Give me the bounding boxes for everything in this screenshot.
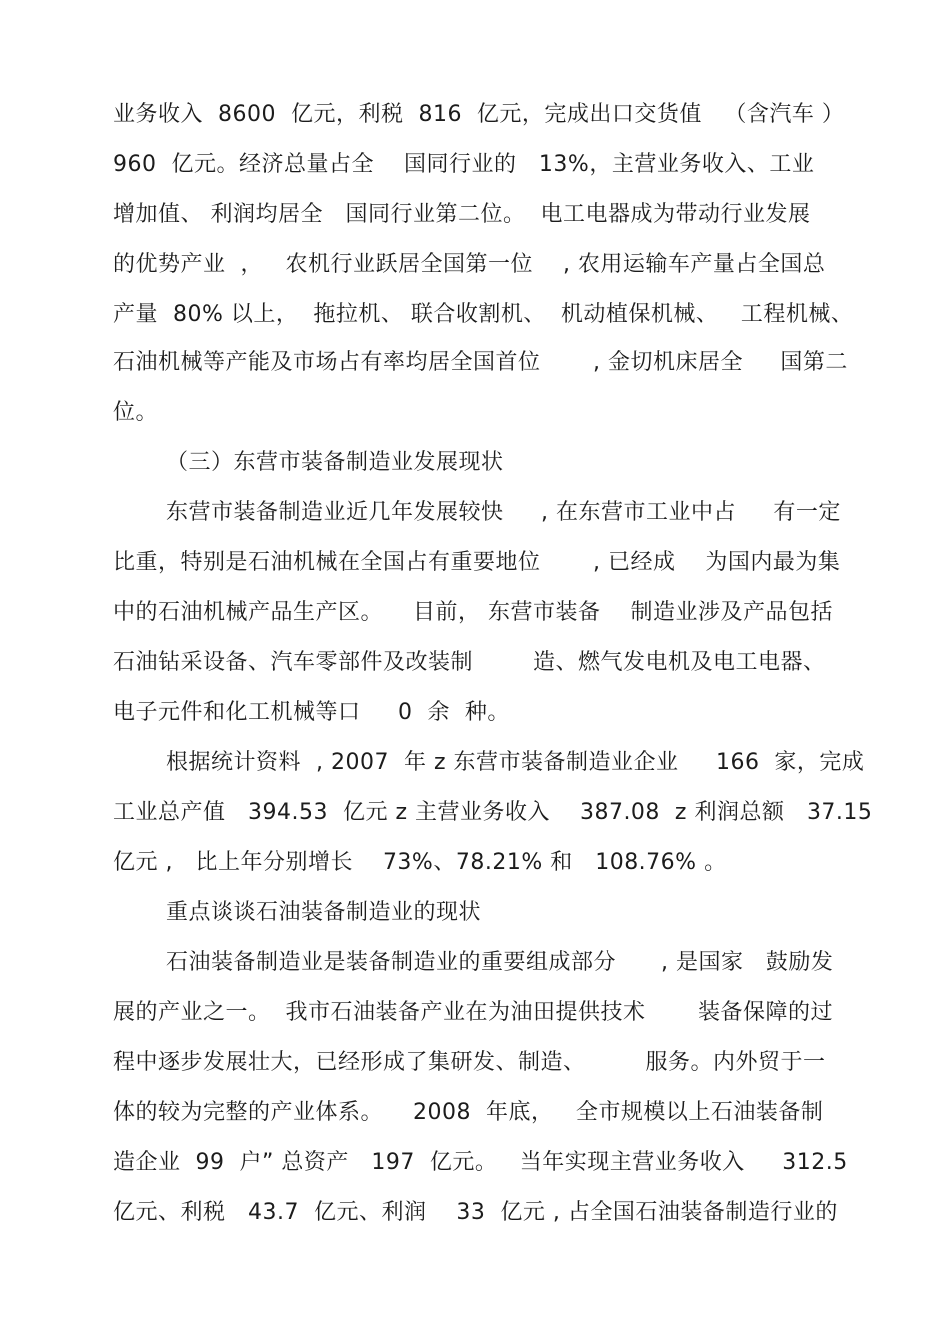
text-line: 的优势产业 ， 农机行业跃居全国第一位 , 农用运输车产量占全国总 [113, 252, 826, 277]
section-heading: （三）东营市装备制造业发展现状 [166, 450, 504, 475]
text-line: 体的较为完整的产业体系。 2008 年底， 全市规模以上石油装备制 [113, 1100, 824, 1125]
text-line: 展的产业之一。 我市石油装备产业在为油田提供技术 装备保障的过 [113, 1000, 833, 1025]
text-line: 比重，特别是石油机械在全国占有重要地位 , 已经成 为国内最为集 [113, 550, 841, 575]
text-line: 增加值、 利润均居全 国同行业第二位。 电工电器成为带动行业发展 [113, 202, 811, 227]
text-line: 造企业 99 户” 总资产 197 亿元。 当年实现主营业务收入 312.5 [113, 1150, 848, 1175]
text-line: 石油装备制造业是装备制造业的重要组成部分 , 是国家 鼓励发 [166, 950, 834, 975]
text-line: 东营市装备制造业近几年发展较快 , 在东营市工业中占 有一定 [166, 500, 841, 525]
text-line: 位。 [113, 400, 159, 425]
text-line: 程中逐步发展壮大，已经形成了集研发、制造、 服务。内外贸于一 [113, 1050, 826, 1075]
text-line: 中的石油机械产品生产区。 目前， 东营市装备 制造业涉及产品包括 [113, 600, 833, 625]
text-line: 产量 80% 以上， 拖拉机、 联合收割机、 机动植保机械、 工程机械、 [113, 302, 854, 327]
text-line: 根据统计资料 , 2007 年 z 东营市装备制造业企业 166 家，完成 [166, 750, 865, 775]
text-line: 业务收入 8600 亿元，利税 816 亿元，完成出口交货值 （含汽车 ） [113, 102, 845, 127]
text-line: 石油钻采设备、汽车零部件及改装制 造、燃气发电机及电工电器、 [113, 650, 826, 675]
text-line: 石油机械等产能及市场占有率均居全国首位 , 金切机床居全 国第二 [113, 350, 848, 375]
text-line: 电子元件和化工机械等口 0 余 种。 [113, 700, 510, 725]
text-line: 工业总产值 394.53 亿元 z 主营业务收入 387.08 z 利润总额 37.15 [113, 800, 873, 825]
section-heading: 重点谈谈石油装备制造业的现状 [166, 900, 482, 925]
text-line: 亿元、利税 43.7 亿元、利润 33 亿元 , 占全国石油装备制造行业的 [113, 1200, 838, 1225]
text-line: 亿元 , 比上年分别增长 73%、78.21% 和 108.76% 。 [113, 850, 727, 875]
text-line: 960 亿元。经济总量占全 国同行业的 13%，主营业务收入、工业 [113, 152, 815, 177]
